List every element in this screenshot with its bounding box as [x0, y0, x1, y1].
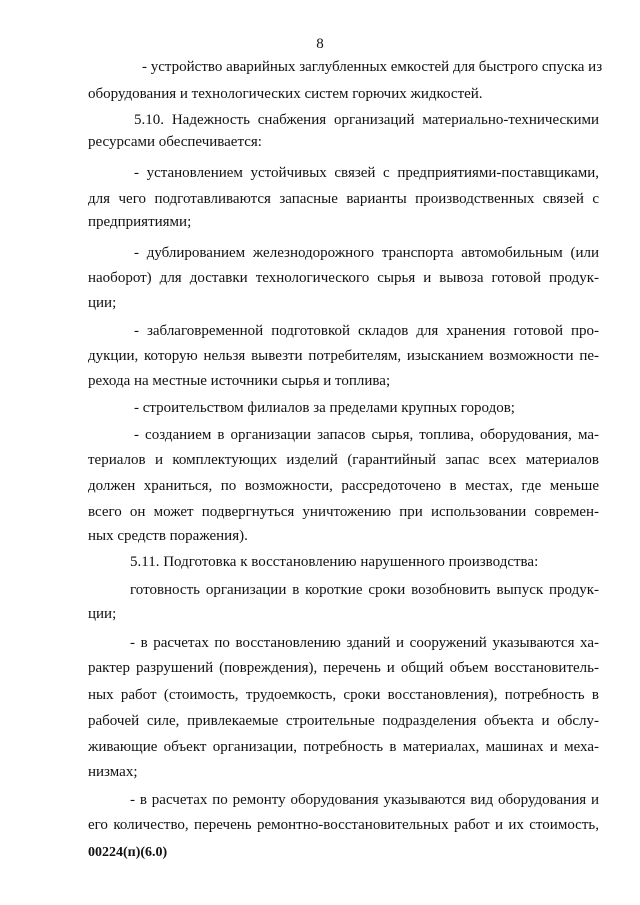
text-line: наоборот) для доставки технологического сырья и вывоза готовой продук- [88, 270, 599, 286]
text-line: - в расчетах по восстановлению зданий и сооружений указываются ха- [130, 635, 599, 651]
page-number: 8 [316, 36, 324, 52]
text-line: его количество, перечень ремонтно-восстановительных работ и их стоимость, [88, 817, 599, 833]
text-line: оборудования и технологических систем горючих жидкостей. [88, 86, 483, 102]
text-line: рехода на местные источники сырья и топлива; [88, 373, 391, 389]
section-heading-5-10: 5.10. Надежность снабжения организаций материально-техническими [134, 112, 599, 128]
text-line: предприятиями; [88, 214, 192, 230]
text-line: - созданием в организации запасов сырья, топлива, оборудования, ма- [134, 427, 599, 443]
text-line: ции; [88, 295, 117, 311]
text-line: - дублированием железнодорожного транспорта автомобильным (или [134, 245, 599, 261]
text-line: дукции, которую нельзя вывезти потребителям, изысканием возможности пе- [88, 348, 599, 364]
text-line: - строительством филиалов за пределами крупных городов; [134, 400, 515, 416]
text-line: низмах; [88, 764, 138, 780]
text-line: рактер разрушений (повреждения), перечень и общий объем восстановитель- [88, 660, 599, 676]
text-line: - в расчетах по ремонту оборудования указываются вид оборудования и [130, 792, 599, 808]
text-line: ресурсами обеспечивается: [88, 134, 262, 150]
text-line: ции; [88, 606, 117, 622]
text-line: ных работ (стоимость, трудоемкость, сроки восстановления), потребность в [88, 687, 599, 703]
text-line: рабочей силе, привлекаемые строительные подразделения объекта и обслу- [88, 713, 599, 729]
text-line: для чего подготавливаются запасные варианты производственных связей с [88, 191, 599, 207]
text-line: всего он может подвергнуться уничтожению при использовании современ- [88, 504, 599, 520]
document-code: 00224(п)(6.0) [88, 845, 168, 860]
section-heading-5-11: 5.11. Подготовка к восстановлению нарушенного производства: [130, 554, 539, 570]
text-line: готовность организации в короткие сроки возобновить выпуск продук- [130, 582, 599, 598]
text-line: - устройство аварийных заглубленных емкостей для быстрого спуска из [142, 59, 603, 75]
text-line: должен храниться, по возможности, рассредоточено в местах, где меньше [88, 478, 599, 494]
text-line: живающие объект организации, потребность в материалах, машинах и меха- [88, 739, 599, 755]
text-line: ных средств поражения). [88, 528, 248, 544]
text-line: - установлением устойчивых связей с предприятиями-поставщиками, [134, 165, 599, 181]
text-line: териалов и комплектующих изделий (гарантийный запас всех материалов [88, 452, 599, 468]
text-line: - заблаговременной подготовкой складов для хранения готовой про- [134, 323, 599, 339]
